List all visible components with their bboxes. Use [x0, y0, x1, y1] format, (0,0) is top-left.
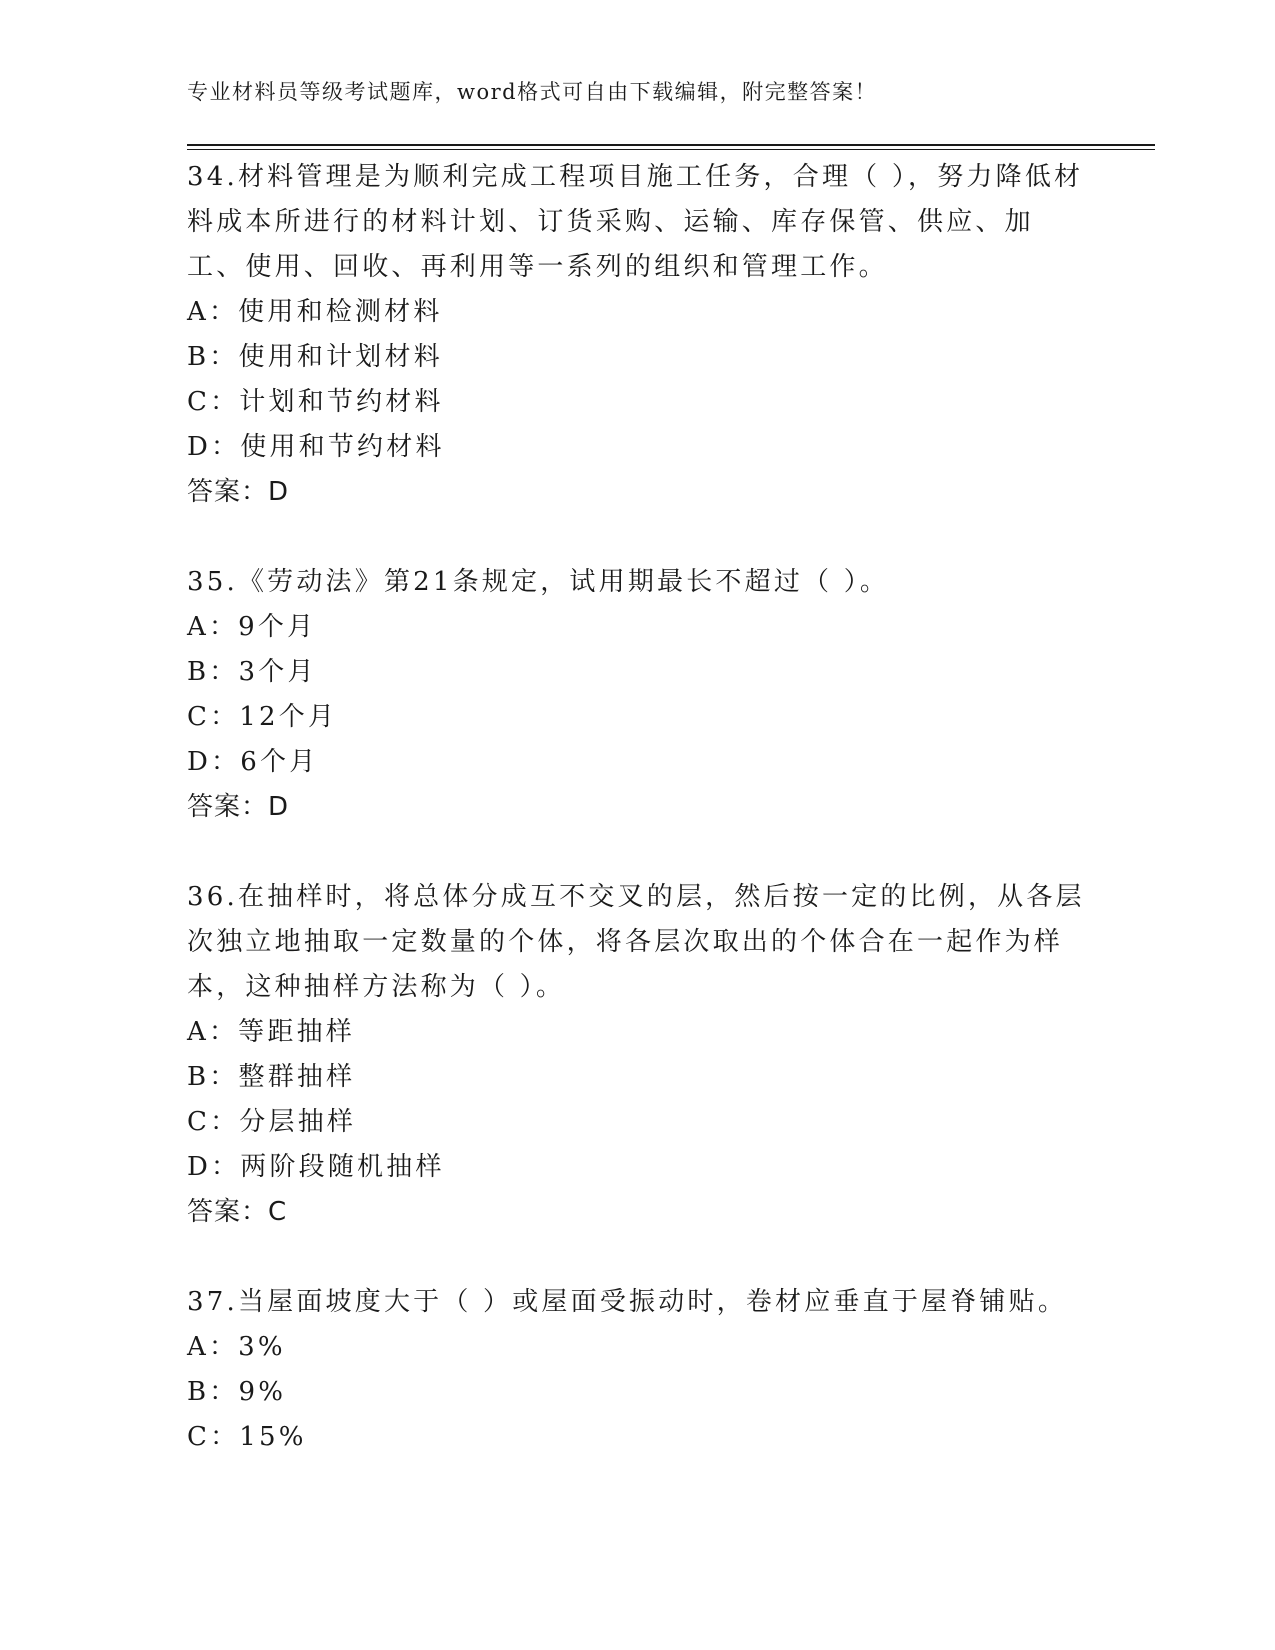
option-b: B：使用和计划材料: [187, 342, 443, 372]
question-list: [187, 155, 1087, 1505]
option-d: D：6个月: [187, 747, 319, 777]
header-divider: [187, 144, 1155, 150]
option-c: C：12个月: [187, 702, 338, 732]
page-header: 专业材料员等级考试题库，word格式可自由下载编辑，附完整答案！: [187, 80, 878, 104]
option-c: C：计划和节约材料: [187, 387, 444, 417]
question-stem: 34.材料管理是为顺利完成工程项目施工任务，合理（ ），努力降低材料成本所进行的材料计划、订货采购、运输、库存保管、供应、加工、使用、回收、再利用等一系列的组织和管理工作。: [187, 162, 1084, 282]
option-b: B：3个月: [187, 657, 317, 687]
option-c: C：分层抽样: [187, 1107, 357, 1137]
option-b: B：9%: [187, 1377, 287, 1407]
question-stem: 37.当屋面坡度大于（ ）或屋面受振动时，卷材应垂直于屋脊铺贴。: [187, 1287, 1068, 1317]
option-a: A：等距抽样: [187, 1017, 355, 1047]
answer-label: 答案：C: [187, 1197, 288, 1227]
option-c: C：15%: [187, 1422, 307, 1452]
option-d: D：两阶段随机抽样: [187, 1152, 445, 1182]
option-d: D：使用和节约材料: [187, 432, 445, 462]
answer-label: 答案：D: [187, 477, 290, 507]
question-36: [187, 875, 1087, 1235]
question-35: [187, 560, 1087, 830]
question-stem: 36.在抽样时，将总体分成互不交叉的层，然后按一定的比例，从各层次独立地抽取一定数量的个体，将各层次取出的个体合在一起作为样本，这种抽样方法称为（ ）。: [187, 882, 1085, 1002]
question-stem: 35.《劳动法》第21条规定，试用期最长不超过（ ）。: [187, 567, 890, 597]
question-34: [187, 155, 1087, 515]
option-a: A：3%: [187, 1332, 286, 1362]
question-37: [187, 1280, 1087, 1460]
answer-label: 答案：D: [187, 792, 290, 822]
option-b: B：整群抽样: [187, 1062, 356, 1092]
option-a: A：使用和检测材料: [187, 297, 443, 327]
option-a: A：9个月: [187, 612, 317, 642]
